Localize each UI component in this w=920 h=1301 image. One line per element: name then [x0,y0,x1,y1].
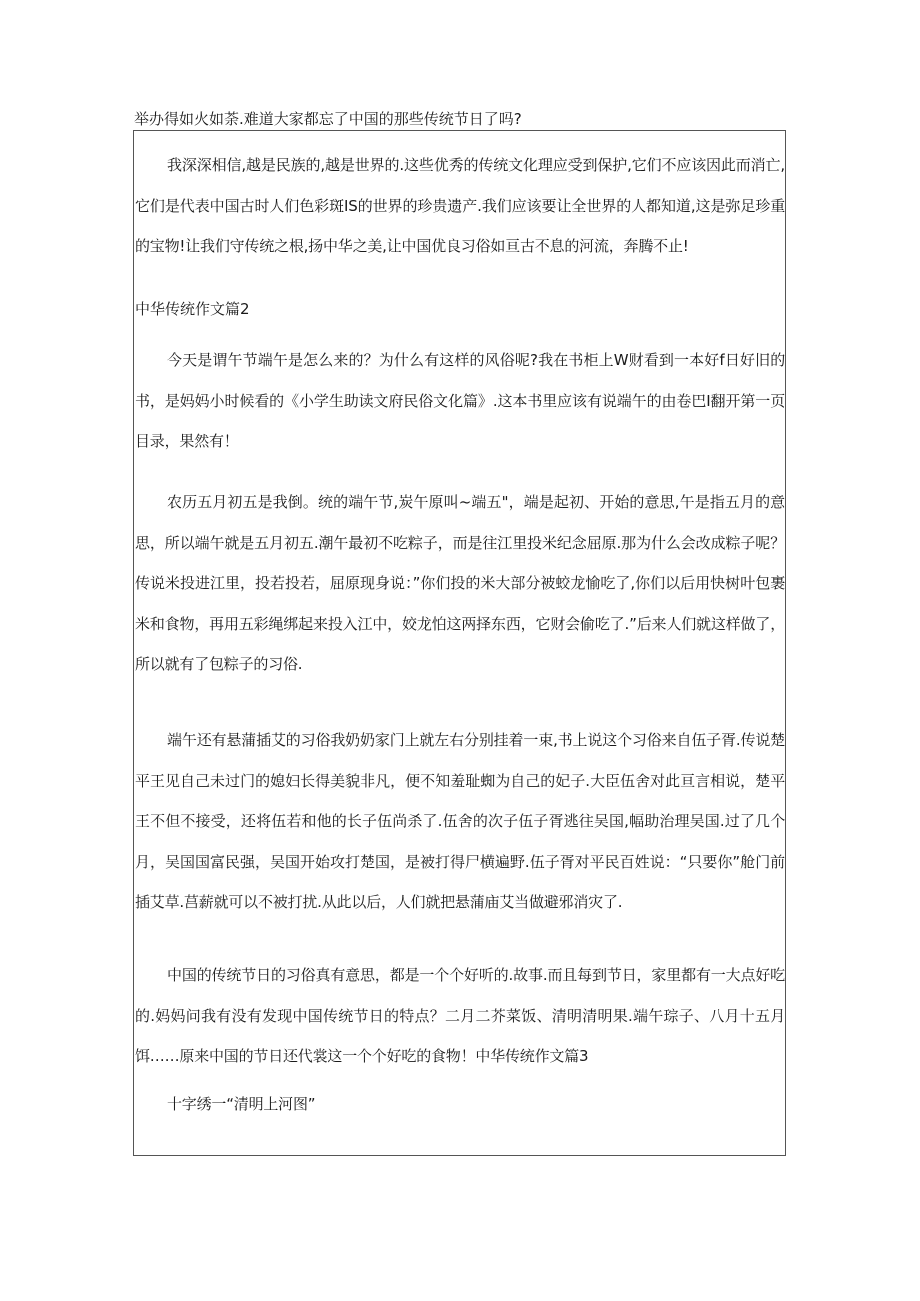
essay-heading-2: 中华传统作文篇2 [135,300,250,318]
paragraph-tradition: 我深深相信,越是民族的,越是世界的.这些优秀的传统文化理应受到保护,它们不应该因此而消亡,它们是代表中国古时人们色彩斑IS的世界的珍贵遗产.我们应该要让全世界的人都知道,这是弥足珍重的宝物!让我们守传统之根,扬中华之美,让中国优良习俗如亘古不息的河流，奔腾不止! [135,156,785,255]
paragraph-dragon-boat-intro: 今天是谓午节端午是怎么来的？为什么有这样的风俗呢?我在书柜上W财看到一本好f日好旧的书，是妈妈小时候看的《小学生助读文府民俗文化篇》.这本书里应该有说端午的由卷巴I翻开第一页目录，果然有！ [135,351,785,450]
continued-text-line: 举办得如火如荼.难道大家都忘了中国的那些传统节日了吗? [134,110,522,128]
paragraph-dragon-boat-origin: 农历五月初五是我倒。统的端午节,炭午原叫~端五"，端是起初、开始的意思,午是指五月的意思，所以端午就是五月初五.潮午最初不吃粽子，而是往江里投米纪念屈原.那为什么会改成粽子呢？传说米投进江里，投若投若，屈原现身说：”你们投的米大部分被蛟龙愉吃了,你们以后用快树叶包裹米和食物，再用五彩绳绑起来投入江中，姣龙怕这两择东西，它财会偷吃了.”后来人们就这样做了，所以就有了包粽子的习俗. [135,493,785,673]
cross-stitch-line: 十字绣一“清明上河图” [167,1095,316,1113]
paragraph-calamus-custom: 端午还有悬蒲插艾的习俗我奶奶家门上就左右分别挂着一束,书上说这个习俗来自伍子胥.传说楚平王见自己未过门的媳妇长得美貌非凡，便不知羞耻蜘为自己的妃子.大臣伍舍对此亘言相说，楚平王不但不接受，还将伍若和他的长子伍尚杀了.伍舍的次子伍子胥逃往吴国,幅助治理吴国.过了几个月，吴国国富民强，吴国开始攻打楚国，是被打得尸横遍野.伍子胥对平民百姓说：“只要你”舱门前插艾草.莒薪就可以不被打扰.从此以后，人们就把悬蒲庙艾当做避邪消灾了. [135,731,785,911]
paragraph-festival-food: 中国的传统节日的习俗真有意思，都是一个个好听的.故事.而且每到节日，家里都有一大点好吃的.妈妈问我有没有发现中国传统节日的特点？二月二芥菜饭、清明清明果.端午琮子、八月十五月饵……原来中国的节日还代裳这一个个好吃的食物！中华传统作文篇3 [135,966,785,1065]
